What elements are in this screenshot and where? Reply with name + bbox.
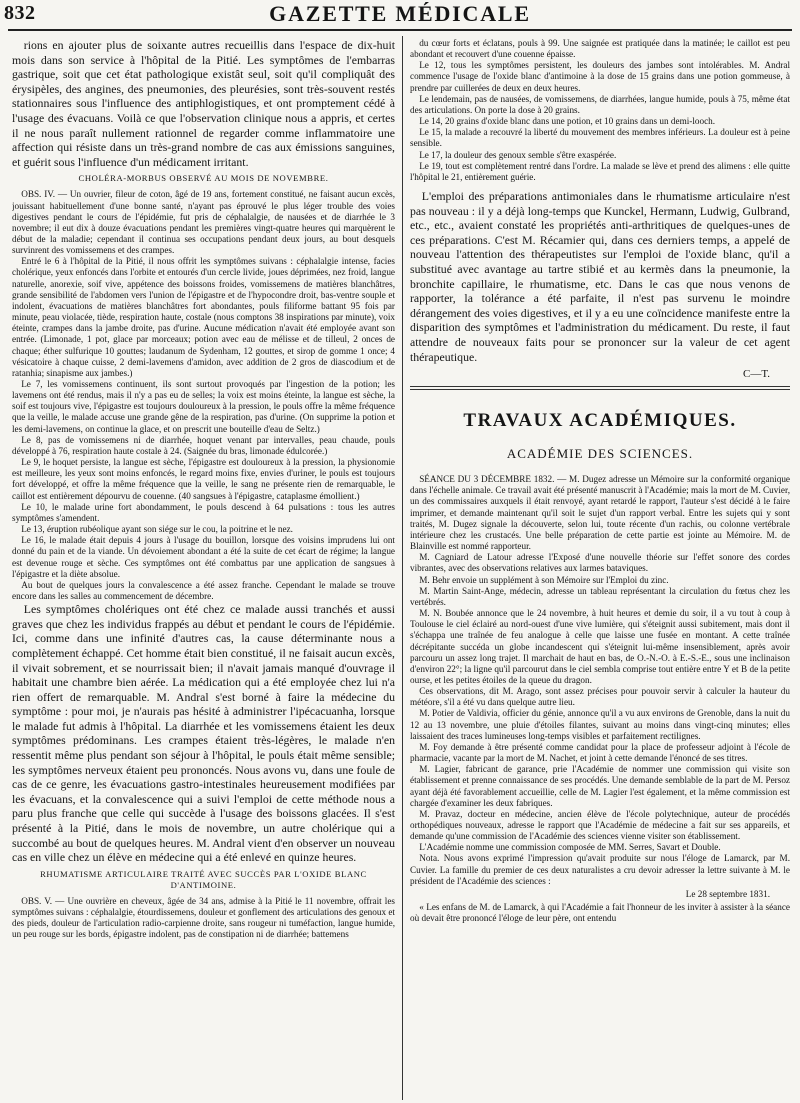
paragraph: Les symptômes cholériques ont été chez ce malade aussi tranchés et aussi graves que chez les individus frappés au début et pendant le cours de l'épidémie. Ici, comme dans une infinité d'autres cas, la cause déterminante nous a complètement échappé. Cet homme était bien constitué, il ne faisait aucun excès, il vivait sobrement, et se nourrissait bien; il n'avait jamais manqué d'ouvrage il habitait une chambre bien aérée. La médication qui a été employée chez lui n'a rien offert de remarquable. M. Andral s'est borné à faire la médecine du symptôme : pour moi, je n'aurais pas hésité à administrer l'ipécacuanha, lorsque le malade fut admis à l'hôpital. La diarrhée et les vomissemens étaient les deux symptômes prédominans. Les crampes étaient très-légères, le malade n'en ressentit même plus pendant son séjour à l'hôpital, le pouls était même sensible; les symptômes nerveux étaient peu prononcés. Nous avons vu, dans une foule de cas de ce genre, les évacuations gastro-intestinales heureusement modifiées par les évacuans, et la convalescence qui a suivi l'emploi de cette méthode nous a paru plus franche que celle qui succède à l'usage des boissons glacées. Il s'est présenté à la Pitié, dans le mois de novembre, un autre cholérique qui a succombé au bout de quelques heures. M. Andral vient d'en observer un nouveau cas en ville chez un élève en médecine qui a été enlevé en quinze heures. — [12, 602, 395, 865]
paragraph: M. Potier de Valdivia, officier du génie, annonce qu'il a vu aux environs de Grenoble, dans la nuit du 12 au 13 novembre, une pluie d'étoiles filantes, suivant au moins dans vingt-cinq minutes; elles laissaient des traces lumineuses long-temps visibles et parfaitement rectilignes. — [410, 708, 790, 741]
paragraph: SÉANCE DU 3 DÉCEMBRE 1832. — M. Dugez adresse un Mémoire sur la conformité organique dans l'échelle animale. Ce travail avait été présenté manuscrit à l'Académie; mais la mort de M. Cuvier, un des commissaires auxquels il était renvoyé, ayant retardé le rapport, l'auteur s'est décidé à le faire imprimer, et demande maintenant qu'il soit le sujet d'un rapport verbal. Entre les sujets qui y sont traités, M. Dugez signale la découverte, selon lui, toute récente d'un rachis, ou colonne vertébrale intérieure chez les crustacés. Une belle préparation de cette partie est jointe au Mémoire. M. de Blainville est nommé rapporteur. — [410, 474, 790, 552]
paragraph: M. Cagniard de Latour adresse l'Exposé d'une nouvelle théorie sur l'effet sonore des cordes vibrantes, avec des observations relatives aux larmes bataviques. — [410, 552, 790, 574]
paragraph: M. Martin Saint-Ange, médecin, adresse un tableau représentant la circulation du fœtus chez les vertébrés. — [410, 585, 790, 607]
section-rule — [410, 386, 790, 387]
column-divider — [402, 36, 403, 1100]
paragraph: Le 10, le malade urine fort abondamment, le pouls descend à 64 pulsations : tous les autres symptômes s'amendent. — [12, 501, 395, 523]
paragraph: Le 19, tout est complètement rentré dans l'ordre. La malade se lève et prend des alimens : elle quitte l'hôpital le 21, entièrement guérie. — [410, 160, 790, 182]
paragraph: M. Behr envoie un supplément à son Mémoire sur l'Emploi du zinc. — [419, 574, 669, 585]
paragraph: M. N. Boubée annonce que le 24 novembre, à huit heures et demie du soir, il a vu tout à coup à Toulouse le ciel éclairé au nord-ouest d'une vive lumière, qui s'éteignit aussi subitement, mais dont il s'échappa une traînée de feu analogue à celle que laisse une fusée en montant. A cette traînée décrépitante succéda un globe incandescent qui s'éteignit lui-même insensiblement, après avoir parcouru un assez long trajet. Il marchait de haut en bas, de O.-N.-O. à E.-S.-E., sous une inclinaison d'environ 22°; la ligne qu'il parcourut dans le ciel sembla comprise tout entière entre Y et B de la petite ourse, et les petites étoiles de la queue du dragon. — [410, 608, 790, 685]
paragraph: M. Foy demande à être présenté comme candidat pour la place de professeur adjoint à l'école de pharmacie, vacante par la mort de M. Nachet, et joint à cette demande l'énoncé de ses titres. — [410, 741, 790, 764]
observation-5: OBS. V. — Une ouvrière en cheveux, âgée de 34 ans, admise à la Pitié le 11 novembre, offrait les symptômes suivans : céphalalgie, étourdissemens, douleur et gonflement des articulations des genoux et des pieds, douleur de l'articulation radio-carpienne droite, sans rougeur ni tuméfaction, langue humide, un peu rouge sur les bords, épigastre indolent, pas de constipation ni de diarrhée; battemens — [12, 895, 395, 940]
page-header — [0, 0, 800, 30]
paragraph: M. Lagier, fabricant de garance, prie l'Académie de nommer une commission qui visite son établissement et prenne connaissance de ses procédés. Une demande semblable de la part de M. Persoz ayant déjà été favorablement accueillie, celle de M. Lagier l'est également, et la même commission est chargée d'examiner les deux fabriques. — [410, 764, 790, 808]
paragraph: Ces observations, dit M. Arago, sont assez précises pour pouvoir servir à calculer la hauteur du météore, s'il a été vu dans quelque autre lieu. — [410, 686, 790, 708]
academie-heading: ACADÉMIE DES SCIENCES. — [506, 446, 694, 462]
paragraph: Le 9, le hoquet persiste, la langue est sèche, l'épigastre est douloureux à la pression, la physionomie est meilleure, les yeux sont moins enfoncés, le regard moins fixe, envies d'uriner, le pouls est toujours fort développé, et offre la même fréquence que la veille, le sang ne présente rien de remarquable, le caillot est entièrement dépourvu de couenne. (40 sangsues à l'épigastre, cataplasme émollient.) — [12, 457, 395, 501]
paragraph: Le 7, les vomissemens continuent, ils sont surtout provoqués par l'ingestion de la potion; les lavemens ont été rendus, mais il n'y a pas eu de selles; la voix est moins éteinte, la langue est sèche, la soif est toujours vive, l'épigastre est toujours douloureux à la pression, le pouls offre la même fréquence que la veille, le malade accuse une grande gêne de la respiration, pas d'urine. (On supprime la potion et les demi-lavemens, on continue la glace, et on prescrit une bouteille d'eau de Seltz.) — [12, 379, 395, 434]
right-column — [410, 38, 790, 924]
paragraph: Le 17, la douleur des genoux semble s'être exaspérée. — [419, 149, 617, 160]
signature: C—T. — [743, 368, 770, 381]
journal-title: GAZETTE MÉDICALE — [269, 1, 531, 26]
section-rule — [410, 389, 790, 390]
paragraph: Le lendemain, pas de nausées, de vomissemens, de diarrhées, langue humide, pouls à 75, même état des articulations. On porte la dose à 20 grains. — [410, 93, 790, 115]
paragraph: M. Pravaz, docteur en médecine, ancien élève de l'école polytechnique, auteur de procédés orthopédiques nouveaux, adresse le rapport que l'Académie de médecine a fait sur ses appareils, et demande qu'une commission de l'Académie des sciences vienne visiter son établissement. — [410, 808, 790, 842]
paragraph: rions en ajouter plus de soixante autres recueillis dans l'espace de dix-huit mois dans son service à l'hôpital de la Pitié. Les symptômes de l'embarras gastrique, soit que cet état pathologique existât seul, soit qu'il compliquât des érysipèles, des angines, des pneumonies, des pleurésies, sont très-souvent restés stationnaires sous l'influence des antiphlogistiques, et ont promptement cédé à l'usage des évacuans. Voilà ce que l'observation clinique nous a appris, et certes il ne nous paraît nullement rationnel de regarder comme inflammatoire une affection qui résiste dans un très-grand nombre de cas aux émissions sanguines, et guérit sous l'influence d'un médicament irritant. — [12, 38, 395, 169]
paragraph: Le 12, tous les symptômes persistent, les douleurs des jambes sont intolérables. M. Andral commence l'usage de l'oxide blanc d'antimoine à la dose de 15 grains dans une potion gommeuse, à prendre par cuillerées de deux en deux heures. — [410, 60, 790, 93]
section-heading-rhumatisme: RHUMATISME ARTICULAIRE TRAITÉ AVEC SUCCÈS PAR L'OXIDE BLANC D'ANTIMOINE. — [40, 868, 367, 890]
paragraph: L'emploi des préparations antimoniales dans le rhumatisme articulaire n'est pas nouveau : il y a déjà long-temps que Kunckel, Hermann, Ludwig, Gulbrand, etc., etc., avaient constaté les propriétés anti-arthritiques de quelques-unes de ces préparations. C'est M. Récamier qui, dans ces derniers temps, a appelé de nouveau l'attention des thérapeutistes sur l'emploi de l'oxide blanc, qu'il a substitué avec avantage au tartre stibié et au kermès dans la pneumonie, la bronchite capillaire, le rhumatisme, etc. Dans le cas que nous venons de rapporter, la tolérance a été parfaite, il n'est pas survenu le moindre dérangement des voies digestives, et il y a eu une coïncidence manifeste entre la disparition des symptômes et l'administration du médicament. Du reste, il faut attendre de nouveaux faits pour se prononcer sur la valeur de cet agent thérapeutique. — [410, 189, 790, 364]
paragraph: Le 16, le malade était depuis 4 jours à l'usage du bouillon, lorsque des voisins imprudens lui ont donné du pain et de la viande. Un dévoiement abondant a été la suite de cet écart de régime; la langue est devenue rouge et sèche. Ces symptômes ont été combattus par une application de sangsues à l'épigastre et la diète absolue. — [12, 535, 395, 579]
paragraph: du cœur forts et éclatans, pouls à 99. Une saignée est pratiquée dans la matinée; le caillot est peu abondant et recouvert d'une couenne épaisse. — [410, 38, 790, 60]
observation-4: OBS. IV. — Un ouvrier, fileur de coton, âgé de 19 ans, fortement constitué, ne faisant aucun excès, jouissant habituellement d'une bonne santé, n'ayant pas éprouvé le plus léger trouble des voies digestives pendant le cours de l'épidémie, fut pris de céphalalgie, de nausées et de diarrhée le 3 novembre; il eut dix à douze évacuations pendant les premières vingt-quatre heures qui marquèrent le début de la maladie; cependant il continua ses occupations pendant deux jours, au bout desquels survinrent des vomissemens et des crampes. — [12, 189, 395, 256]
paragraph: Le 15, la malade a recouvré la liberté du mouvement des membres inférieurs. La douleur est à peine sensible. — [410, 127, 790, 149]
paragraph: Le 8, pas de vomissemens ni de diarrhée, hoquet venant par intervalles, peau chaude, pouls développé à 76, respiration haute costale à 24. (Saignée du bras, limonade édulcorée.) — [12, 434, 395, 456]
paragraph: L'Académie nomme une commission composée de MM. Serres, Savart et Double. — [419, 842, 721, 853]
left-column — [12, 38, 395, 940]
letter-date: Le 28 septembre 1831. — [685, 888, 770, 899]
nota-paragraph: Nota. Nous avons exprimé l'impression qu'avait produite sur nous l'éloge de Lamarck, par M. Cuvier. La famille du premier de ces deux naturalistes a cru devoir adresser la lettre suivante à M. le président de l'Académie des sciences : — [410, 853, 790, 886]
page-number: 832 — [4, 2, 36, 24]
header-rule — [8, 29, 792, 31]
paragraph: Au bout de quelques jours la convalescence a été assez franche. Cependant le malade se trouve encore dans les salles au commencement de décembre. — [12, 579, 395, 601]
paragraph: Le 14, 20 grains d'oxide blanc dans une potion, et 10 grains dans un demi-looch. — [419, 116, 716, 127]
section-heading-cholera: CHOLÉRA-MORBUS OBSERVÉ AU MOIS DE NOVEMBRE. — [78, 173, 329, 184]
letter-paragraph: « Les enfans de M. de Lamarck, à qui l'Académie a fait l'honneur de les inviter à assister à la séance où devait être prononcé l'éloge de leur père, ont entendu — [410, 902, 790, 924]
paragraph: Entré le 6 à l'hôpital de la Pitié, il nous offrit les symptômes suivans : céphalalgie intense, facies cholérique, yeux enfoncés dans l'orbite et entourés d'un cercle livide, joues déprimées, nez froid, langue naturelle, anorexie, soif vive, appétence des boissons froides, vomissemens de matières blanchâtres, grande sensibilité de l'abdomen vers l'union de l'épigastre et de l'hypocondre droit, bas-ventre souple et indolent, évacuations de matières blanchâtres fort abondantes, pouls filiforme battant 95 fois par minute, peau violacée, tiède, respiration haute, costale (nous comptons 38 inspirations par minute), voix éteinte, crampes dans la jambe droite, pas d'urine. Aucune médication n'avait été employée avant son entrée. (Limonade, 1 pot, glace par morceaux; potion avec eau de mélisse et de tilleul, 2 onces de chaque; éther sulfurique 10 gouttes; laudanum de Sydenham, 12 gouttes, et sirop de gomme 1 once; 4 vésicatoire à chaque cuisse, 2 demi-lavemens d'amidon, avec addition de 2 gros de diascodium et de ratanhia; sinapisme aux jambes.) — [12, 256, 395, 378]
travaux-heading: TRAVAUX ACADÉMIQUES. — [463, 410, 737, 432]
paragraph: Le 13, éruption rubéolique ayant son siége sur le cou, la poitrine et le nez. — [21, 524, 293, 535]
